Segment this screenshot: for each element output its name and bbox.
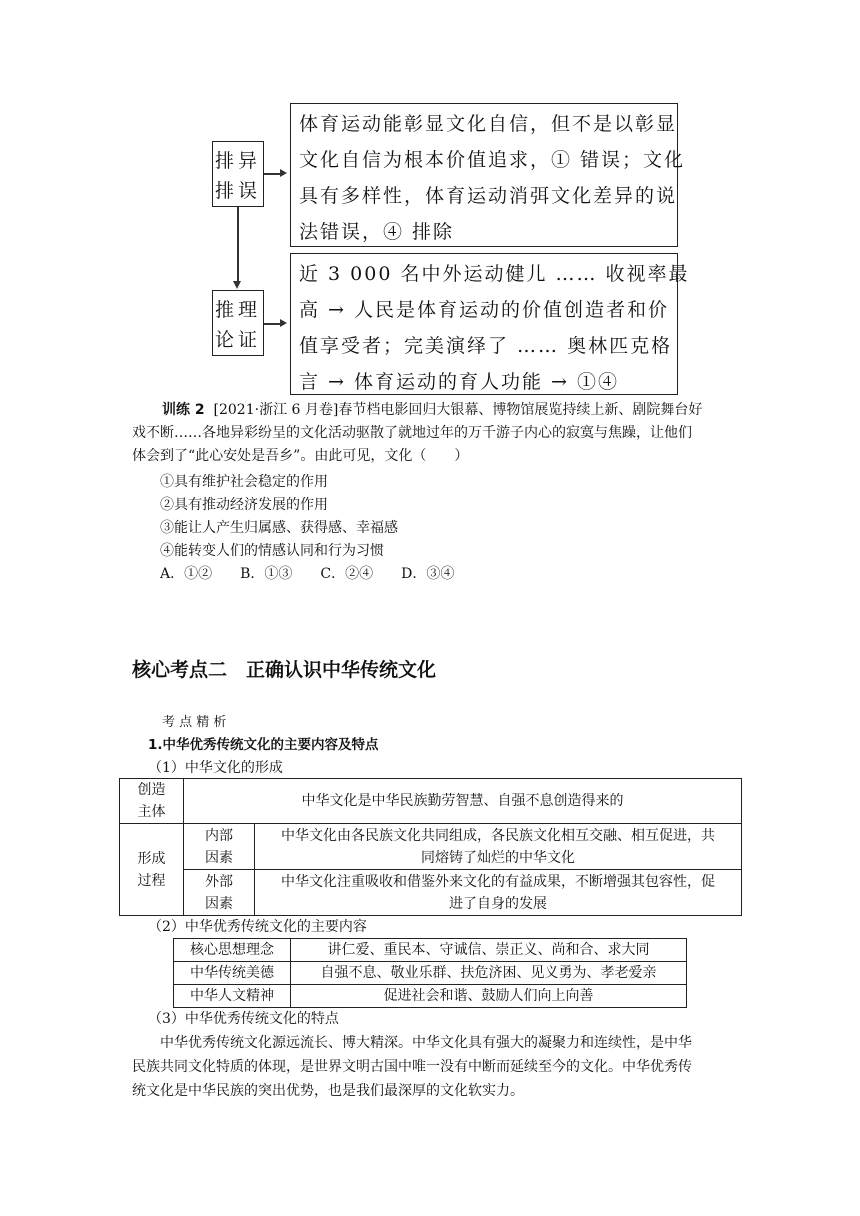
table-cell: 促进社会和谐、鼓励人们向上向善: [291, 985, 687, 1008]
cell-text: 因素: [205, 895, 233, 912]
cell-text: 同熔铸了灿烂的中华文化: [421, 849, 575, 866]
analysis-line: 高 → 人民是体育运动的价值创造者和价: [299, 299, 669, 321]
cell-text: 中华文化注重吸收和借鉴外来文化的有益成果，不断增强其包容性，促: [281, 873, 715, 890]
option-item: ③能让人产生归属感、获得感、幸福感: [160, 520, 398, 536]
section-subtitle: 考 点 精 析: [162, 715, 227, 730]
cell-text: 形成: [137, 850, 166, 867]
paragraph-line: 中华优秀传统文化源远流长、博大精深。中华文化具有强大的凝聚力和连续性，是中华: [160, 1035, 692, 1051]
paragraph-line: 民族共同文化特质的体现，是世界文明古国中唯一没有中断而延续至今的文化。中华优秀传: [132, 1059, 692, 1075]
point-heading: 1.中华优秀传统文化的主要内容及特点: [148, 737, 379, 753]
section-title: 核心考点二 正确认识中华传统文化: [132, 659, 437, 681]
cell-text: 因素: [205, 849, 233, 866]
table-cell: 中华传统美德: [174, 962, 291, 985]
table-cell: 中华文化是中华民族勤劳智慧、自强不息创造得来的: [184, 779, 742, 824]
table-cell: 核心思想理念: [174, 939, 291, 962]
cell-text: 进了自身的发展: [449, 895, 547, 912]
analysis-line: 法错误，④ 排除: [299, 221, 455, 243]
label-text: 论证: [214, 329, 261, 351]
analysis-line: 言 → 体育运动的育人功能 → ①④: [299, 371, 619, 393]
cell-text: 中华文化由各民族文化共同组成，各民族文化相互交融、相互促进，共: [281, 827, 715, 844]
table-cell: [120, 824, 184, 916]
table-cell: [255, 824, 742, 870]
cell-text: 创造: [137, 782, 166, 798]
analysis-line: 值享受者；完美演绎了 …… 奥林匹克格: [299, 335, 673, 357]
label-text: 排误: [214, 180, 261, 202]
sub-heading: （1）中华文化的形成: [148, 760, 283, 776]
label-text: 推理: [214, 299, 261, 321]
exercise-line: 戏不断……各地异彩纷呈的文化活动驱散了就地过年的万千游子内心的寂寞与焦躁，让他们: [132, 425, 692, 441]
option-item: ①具有维护社会稳定的作用: [160, 474, 328, 490]
table-cell: [120, 779, 184, 824]
analysis-box-reasoning: [290, 253, 690, 395]
arrow-down-icon: [233, 281, 241, 289]
exercise-text: [2021·浙江 6 月卷]春节档电影回归大银幕、博物馆展览持续上新、剧院舞台好: [213, 402, 703, 418]
exercise-line: [162, 399, 702, 421]
label-box-eliminate: [212, 141, 264, 207]
answer-choices: A．①② B．①③ C．②④ D．③④: [160, 566, 455, 582]
table-cell: 讲仁爱、重民本、守诚信、崇正义、尚和合、求大同: [291, 939, 687, 962]
cell-text: 外部: [205, 873, 233, 890]
analysis-line: 近 3 000 名中外运动健儿 …… 收视率最: [299, 263, 690, 285]
analysis-line: 具有多样性，体育运动消弭文化差异的说: [299, 185, 678, 207]
arrow-line-vertical: [237, 207, 239, 282]
option-item: ②具有推动经济发展的作用: [160, 497, 328, 513]
cell-text: 主体: [137, 804, 166, 820]
table-cell: [255, 870, 742, 916]
arrow-head-icon: [280, 319, 287, 327]
table-cell: 中华人文精神: [174, 985, 291, 1008]
analysis-box-eliminate: [290, 103, 686, 247]
formation-table: [119, 778, 742, 916]
analysis-line: 体育运动能彰显文化自信，但不是以彰显: [299, 113, 678, 135]
exercise-lead: 训练 2: [162, 402, 205, 418]
table-cell: [184, 870, 255, 916]
sub-heading: （3）中华优秀传统文化的特点: [148, 1011, 339, 1027]
content-table: [173, 938, 687, 1008]
paragraph-line: 统文化是中华民族的突出优势，也是我们最深厚的文化软实力。: [132, 1083, 524, 1099]
label-text: 排异: [214, 150, 261, 172]
table-cell: 自强不息、敬业乐群、扶危济困、见义勇为、孝老爱亲: [291, 962, 687, 985]
arrow-head-icon: [280, 169, 287, 177]
table-cell: [184, 824, 255, 870]
option-item: ④能转变人们的情感认同和行为习惯: [160, 543, 384, 559]
analysis-line: 文化自信为根本价值追求，① 错误；文化: [299, 149, 686, 171]
label-box-reasoning: [212, 290, 264, 356]
exercise-line: 体会到了“此心安处是吾乡”。由此可见，文化（ ）: [132, 448, 469, 464]
cell-text: 过程: [137, 872, 166, 889]
sub-heading: （2）中华优秀传统文化的主要内容: [148, 919, 367, 935]
cell-text: 内部: [205, 827, 233, 844]
